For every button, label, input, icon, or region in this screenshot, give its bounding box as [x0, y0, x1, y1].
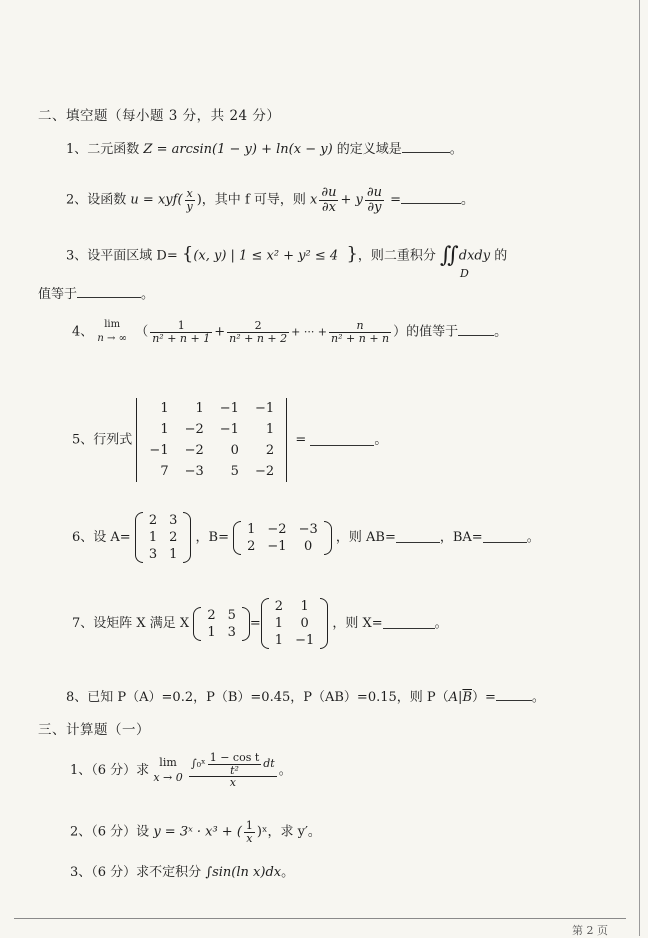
matrix-cell: 1: [169, 547, 178, 562]
q7-eq: =: [249, 616, 261, 631]
q2-plus-y: + y: [340, 192, 363, 208]
det-cell: −1: [254, 401, 275, 416]
calc-question-1: [70, 752, 292, 789]
q2-u: u = xyf(: [130, 192, 183, 208]
q2-dx: ∂x: [321, 199, 336, 215]
q8-close: ）=: [472, 690, 496, 705]
c1-end: 。: [278, 762, 292, 778]
q1-tail: 的定义域是: [336, 142, 402, 157]
det-cell: 7: [160, 464, 169, 479]
q7-label: 7、设矩阵 X 满足 X: [72, 616, 190, 631]
c1-label: 1、（6 分）求: [70, 762, 150, 778]
page-edge-right: [639, 0, 640, 936]
c1-den: x: [229, 776, 236, 790]
question-8: 8、已知 P（A）=0.2，P（B）=0.45，P（AB）=0.15，则 $P(A|\overline{B})=$ 。: [66, 690, 545, 705]
q4-tail: 的值等于: [406, 324, 459, 340]
q3-dxdy: dxdy: [458, 248, 491, 264]
question-6: 6、设 A= 2 3 1 2 3 1 ，B= 1 −2 −3 2 −1 0 ，则 AB= ，BA= 。: [72, 513, 540, 562]
matrix-cell: 1: [274, 616, 284, 631]
c2-label: 2、（6 分）设: [70, 824, 150, 840]
calc-question-3: [70, 866, 294, 879]
det-cell: −2: [254, 464, 275, 479]
q3-integral-subscript: D: [460, 267, 469, 280]
q2-du-2: ∂u: [366, 185, 382, 200]
q3-line2-text: 值等于: [38, 287, 78, 302]
matrix-cell: 0: [304, 538, 313, 554]
q8-bar: |: [458, 690, 463, 705]
q4-lim: lim: [104, 319, 121, 330]
q1-label: 1、二元函数: [66, 142, 140, 157]
det-cell: −2: [184, 422, 204, 437]
c1-lim-sub: x → 0: [153, 771, 183, 785]
matrix-cell: −2: [267, 521, 287, 537]
q8-a: A: [448, 690, 459, 705]
q3-label: 3、设平面区域 D=: [66, 248, 178, 264]
c1-lim: lim: [159, 755, 177, 769]
question-2: 2、设函数 u = xyf( $\frac{x}{y}$ )，其中 f 可导，则 x $\frac{\partial u}{\partial x}$ + y $\frac{\partial u}{\partial y}$ = 。: [66, 185, 475, 215]
q7-matrix-2: [261, 598, 328, 649]
section-2-title: 二、填空题（每小题 3 分，共 24 分）: [38, 108, 281, 124]
det-cell: −3: [184, 464, 204, 479]
q4-n3: n: [329, 320, 391, 333]
q6-ab-label: ，则 AB=: [335, 530, 396, 545]
q4-lim-sub: n → ∞: [97, 333, 127, 344]
matrix-cell: 5: [227, 607, 236, 623]
page-footer: 第 2 页: [572, 924, 608, 937]
q5-blank[interactable]: [310, 435, 374, 446]
c1-inner-num: 1 − cos t: [209, 751, 260, 764]
calc-question-2: [70, 820, 321, 844]
q3-brace-left: {: [181, 243, 194, 265]
det-cell: 1: [160, 422, 169, 437]
q1-formula: Z = arcsin(1 − y) + ln(x − y): [143, 142, 333, 157]
q4-d2: n² + n + 2: [229, 331, 288, 345]
matrix-cell: 1: [274, 633, 284, 648]
q8-blank[interactable]: [496, 690, 532, 701]
c2-tail: )ˣ，求 y′。: [256, 824, 321, 840]
q4-dots: + ··· +: [291, 325, 328, 339]
c2-formula: y = 3ˣ · x³ + (: [153, 824, 242, 840]
question-3: [66, 245, 507, 267]
q5-label: 5、行列式: [72, 432, 133, 448]
matrix-cell: 3: [169, 513, 178, 528]
q2-label: 2、设函数: [66, 192, 127, 208]
matrix-cell: 2: [274, 599, 284, 614]
matrix-cell: −3: [298, 521, 318, 537]
q4-n1: 1: [150, 320, 212, 333]
q7-blank[interactable]: [383, 618, 435, 629]
q8-text: 8、已知 P（A）=0.2，P（B）=0.45，P（AB）=0.15，则 P（: [66, 690, 449, 705]
det-cell: 1: [160, 401, 169, 416]
q3-set: (x, y) | 1 ≤ x² + y² ≤ 4: [193, 248, 339, 264]
q4-d3: n² + n + n: [331, 331, 390, 345]
matrix-cell: 1: [207, 624, 216, 640]
q6-ba-label: ，BA=: [439, 530, 483, 545]
matrix-cell: 1: [247, 521, 256, 537]
det-cell: 0: [230, 443, 239, 458]
matrix-cell: −1: [295, 633, 315, 648]
q6-label: 6、设 A=: [72, 530, 131, 545]
c3-formula: ∫sin(ln x)dx: [205, 865, 282, 880]
matrix-cell: 3: [148, 547, 158, 562]
q7-tail: ，则 X=: [332, 616, 383, 631]
q4-blank[interactable]: [458, 325, 494, 336]
section-3-title: 三、计算题（一）: [38, 722, 150, 738]
matrix-cell: 3: [227, 624, 236, 640]
q6-matrix-b: [233, 521, 332, 555]
q6-b-label: ，B=: [195, 530, 229, 545]
matrix-cell: 1: [300, 599, 309, 614]
c1-inner-den: t²: [230, 763, 239, 777]
q3-mid: ，则二重积分: [357, 248, 436, 264]
q2-dy: ∂y: [367, 199, 382, 215]
q3-blank[interactable]: [77, 287, 141, 298]
q4-label: 4、: [72, 324, 94, 340]
question-7: 7、设矩阵 X 满足 X 2 5 1 3 = 2 1 1 0 1 −1 ，则 X= 。: [72, 599, 448, 648]
c3-end: 。: [281, 865, 295, 880]
q5-determinant: [136, 398, 287, 482]
q2-x: x: [310, 192, 318, 208]
q2-mid: )，其中 f 可导，则: [196, 192, 306, 208]
q4-d1: n² + n + 1: [152, 331, 211, 345]
c2-frac-num: 1: [245, 819, 253, 832]
det-cell: 1: [195, 401, 204, 416]
q2-frac-den: y: [186, 199, 193, 213]
det-cell: −1: [149, 443, 169, 458]
q2-du-1: ∂u: [321, 185, 337, 200]
matrix-cell: 0: [300, 616, 309, 631]
c1-dt: dt: [263, 757, 275, 771]
matrix-cell: 2: [207, 607, 216, 623]
page-edge-bottom: [14, 918, 626, 919]
q8-b-complement: $\overline{B}$: [462, 690, 472, 705]
matrix-cell: 2: [169, 530, 178, 545]
q2-frac-num: x: [186, 187, 193, 201]
matrix-cell: −1: [267, 538, 287, 554]
det-cell: −1: [219, 401, 239, 416]
q3-brace-right: }: [346, 243, 358, 265]
q2-blank[interactable]: [401, 193, 461, 204]
matrix-cell: 2: [148, 513, 158, 528]
q6-ba-blank[interactable]: [483, 532, 527, 543]
q3-double-integral-icon: ∬: [440, 243, 459, 268]
matrix-cell: 2: [247, 538, 256, 554]
q3-line-2: 值等于 。: [38, 287, 155, 302]
c1-integral-icon: ∫₀ˣ: [190, 757, 206, 771]
c2-frac-den: x: [246, 831, 253, 845]
det-cell: −1: [219, 422, 239, 437]
det-cell: 5: [230, 464, 239, 479]
q2-eq: =: [390, 192, 402, 208]
q5-eq: =: [295, 432, 307, 448]
det-cell: 2: [265, 443, 275, 458]
matrix-cell: 1: [148, 530, 158, 545]
c3-label: 3、（6 分）求不定积分: [70, 865, 202, 880]
question-1: 1、二元函数 Z = arcsin(1 − y) + ln(x − y) 的定义域是 。: [66, 142, 463, 157]
q6-matrix-a: [135, 512, 192, 563]
det-cell: 1: [265, 422, 275, 437]
q3-tail: 的: [494, 248, 508, 264]
det-cell: −2: [184, 443, 204, 458]
q6-ab-blank[interactable]: [396, 532, 440, 543]
q1-blank[interactable]: [402, 142, 450, 153]
question-4: 4、 lim n → ∞ （ $\frac{1}{\text{n² + n + 1}}$ + $\frac{2}{\text{n² + n + 2}}$ + ··· + $\frac{n}{\text{n² + n + n}}$ ）的值等于 。: [72, 318, 508, 345]
q7-matrix-1: [193, 607, 250, 641]
question-5: 5、行列式 1 1 −1 −1 1 −2 −1 1 −1 −2 0 2 7 −3 5 −2 = 。: [72, 398, 387, 482]
q4-n2: 2: [227, 320, 289, 333]
